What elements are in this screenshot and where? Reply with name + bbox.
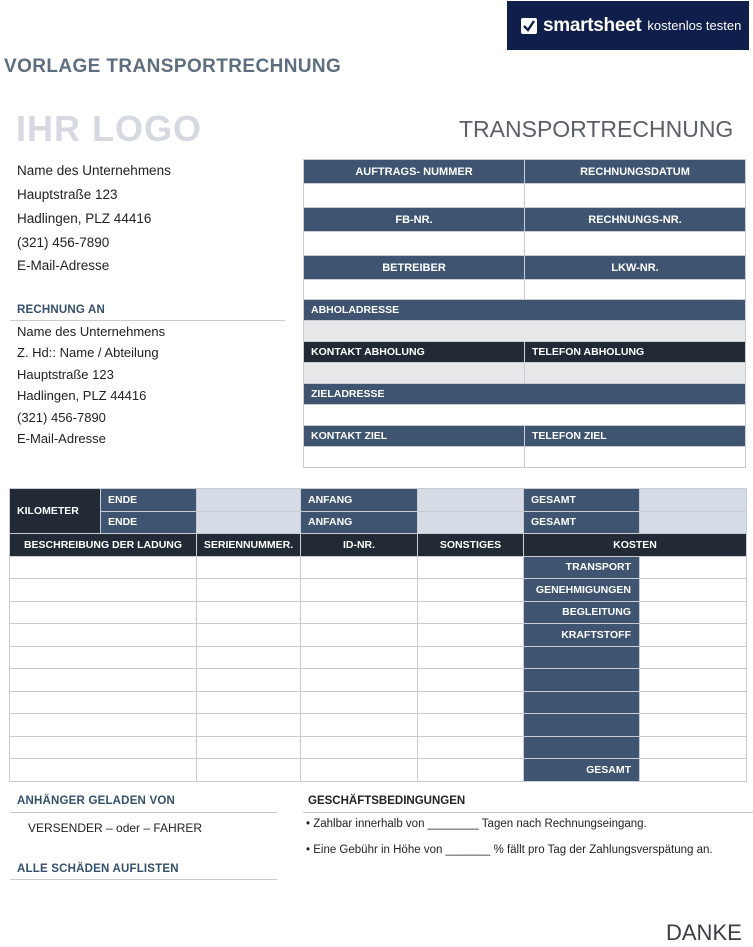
cost-item-label [524, 646, 640, 669]
company-phone: (321) 456-7890 [17, 235, 110, 250]
fb-number-header: FB-NR. [304, 208, 525, 232]
cargo-cell[interactable] [301, 669, 418, 692]
logo-placeholder: IHR LOGO [16, 108, 202, 149]
cargo-cell[interactable] [301, 759, 418, 782]
kilometer-label: KILOMETER [10, 489, 101, 534]
cargo-cell[interactable] [301, 714, 418, 737]
cost-item-label [524, 736, 640, 759]
cost-item-field[interactable] [640, 624, 747, 647]
destination-address-field[interactable] [304, 405, 746, 426]
cargo-cell[interactable] [418, 556, 524, 579]
thanks-text: DANKE [666, 920, 742, 945]
divider [10, 812, 277, 813]
cargo-cell[interactable] [301, 624, 418, 647]
cargo-cell[interactable] [301, 736, 418, 759]
cargo-cell[interactable] [197, 714, 301, 737]
terms-line: • Zahlbar innerhalb von ________ Tagen nach Rechnungseingang. [306, 818, 647, 830]
invoice-number-header: RECHNUNGS-NR. [525, 208, 746, 232]
cargo-cell[interactable] [10, 601, 197, 624]
cargo-cell[interactable] [197, 691, 301, 714]
table-row [10, 669, 747, 692]
km-start-field[interactable] [418, 511, 524, 534]
pickup-address-header: ABHOLADRESSE [304, 300, 746, 321]
trailer-value: VERSENDER – oder – FAHRER [28, 821, 203, 835]
terms-line: • Eine Gebühr in Höhe von _______ % fällt pro Tag der Zahlungsverspätung an. [306, 844, 713, 856]
cargo-description-header: BESCHREIBUNG DER LADUNG [10, 534, 197, 557]
brand-cta[interactable]: kostenlos testen [647, 18, 742, 33]
cargo-cell[interactable] [418, 601, 524, 624]
cargo-cell[interactable] [418, 669, 524, 692]
cargo-cell[interactable] [197, 579, 301, 602]
cargo-cell[interactable] [301, 691, 418, 714]
bill-to-line: (321) 456-7890 [17, 410, 106, 425]
cost-item-field[interactable] [640, 579, 747, 602]
cargo-cell[interactable] [197, 624, 301, 647]
cargo-cell[interactable] [301, 579, 418, 602]
id-number-header: ID-NR. [301, 534, 418, 557]
km-total-label: GESAMT [524, 511, 640, 534]
cargo-cell[interactable] [10, 759, 197, 782]
order-number-header: AUFTRAGS- NUMMER [304, 160, 525, 184]
bill-to-line: Name des Unternehmens [17, 324, 166, 339]
cost-item-field[interactable] [640, 736, 747, 759]
terms-label: GESCHÄFTSBEDINGUNGEN [308, 795, 466, 807]
cost-item-label [524, 691, 640, 714]
operator-header: BETREIBER [304, 256, 525, 280]
cargo-cell[interactable] [418, 579, 524, 602]
checkmark-icon [521, 18, 537, 34]
invoice-number-field[interactable] [525, 232, 746, 256]
table-row [10, 579, 747, 602]
fb-number-field[interactable] [304, 232, 525, 256]
cargo-cell[interactable] [10, 736, 197, 759]
cargo-cell[interactable] [10, 579, 197, 602]
destination-contact-header: KONTAKT ZIEL [304, 426, 525, 447]
pickup-address-field[interactable] [304, 321, 746, 342]
cost-total-label: GESAMT [524, 759, 640, 782]
cargo-cell[interactable] [418, 646, 524, 669]
cargo-cell[interactable] [418, 736, 524, 759]
divider [10, 879, 277, 880]
bill-to-line: Hadlingen, PLZ 44416 [17, 388, 147, 403]
invoice-date-field[interactable] [525, 184, 746, 208]
cost-total-field[interactable] [640, 759, 747, 782]
damages-label: ALLE SCHÄDEN AUFLISTEN [17, 863, 179, 875]
table-row [10, 646, 747, 669]
km-end-field[interactable] [197, 489, 301, 512]
km-total-field[interactable] [640, 489, 747, 512]
table-row [10, 624, 747, 647]
invoice-title: TRANSPORTRECHNUNG [459, 116, 734, 142]
cargo-cell[interactable] [418, 691, 524, 714]
table-row [10, 601, 747, 624]
truck-number-header: LKW-NR. [525, 256, 746, 280]
cargo-cell[interactable] [197, 556, 301, 579]
km-end-field[interactable] [197, 511, 301, 534]
km-total-field[interactable] [640, 511, 747, 534]
cost-item-label [524, 714, 640, 737]
terms-section [303, 795, 753, 856]
pickup-phone-header: TELEFON ABHOLUNG [525, 342, 746, 363]
table-row [10, 691, 747, 714]
cargo-cell[interactable] [418, 624, 524, 647]
invoice-date-header: RECHNUNGSDATUM [525, 160, 746, 184]
cargo-cell[interactable] [301, 601, 418, 624]
km-start-label: ANFANG [301, 511, 418, 534]
company-city: Hadlingen, PLZ 44416 [17, 211, 152, 226]
cargo-cell[interactable] [197, 669, 301, 692]
cargo-cell[interactable] [418, 759, 524, 782]
divider [303, 812, 753, 813]
divider [10, 320, 285, 321]
company-name: Name des Unternehmens [17, 163, 171, 178]
cargo-cell[interactable] [197, 759, 301, 782]
order-number-field[interactable] [304, 184, 525, 208]
cargo-table [9, 488, 747, 782]
address-table [303, 299, 746, 468]
cargo-cell[interactable] [301, 556, 418, 579]
other-header: SONSTIGES [418, 534, 524, 557]
destination-phone-field[interactable] [525, 447, 746, 468]
cost-item-label: GENEHMIGUNGEN [524, 579, 640, 602]
cargo-cell[interactable] [418, 714, 524, 737]
cost-item-field[interactable] [640, 691, 747, 714]
cost-item-label: BEGLEITUNG [524, 601, 640, 624]
cargo-cell[interactable] [10, 691, 197, 714]
km-total-label: GESAMT [524, 489, 640, 512]
document-title: VORLAGE TRANSPORTRECHNUNG [4, 56, 342, 77]
cargo-cell[interactable] [10, 624, 197, 647]
km-start-field[interactable] [418, 489, 524, 512]
cost-item-label: TRANSPORT [524, 556, 640, 579]
costs-header: KOSTEN [524, 534, 747, 557]
cargo-cell[interactable] [10, 669, 197, 692]
trailer-label: ANHÄNGER GELADEN VON [17, 795, 175, 807]
pickup-contact-field[interactable] [304, 363, 525, 384]
cargo-cell[interactable] [197, 646, 301, 669]
serial-number-header: SERIENNUMMER. [197, 534, 301, 557]
table-row [10, 714, 747, 737]
cost-item-field[interactable] [640, 556, 747, 579]
cargo-cell[interactable] [10, 646, 197, 669]
km-end-label: ENDE [101, 511, 197, 534]
bill-to-label: RECHNUNG AN [17, 304, 106, 316]
bill-to-line: Hauptstraße 123 [17, 367, 114, 382]
company-street: Hauptstraße 123 [17, 187, 118, 202]
destination-contact-field[interactable] [304, 447, 525, 468]
cargo-cell[interactable] [301, 646, 418, 669]
destination-phone-header: TELEFON ZIEL [525, 426, 746, 447]
bill-to-line: E-Mail-Adresse [17, 431, 106, 446]
table-row [10, 556, 747, 579]
invoice-info-table [303, 159, 746, 304]
cost-item-label [524, 669, 640, 692]
km-start-label: ANFANG [301, 489, 418, 512]
cargo-cell[interactable] [197, 601, 301, 624]
smartsheet-banner[interactable] [507, 1, 749, 50]
brand-name: smartsheet [543, 14, 642, 36]
cargo-cell[interactable] [10, 714, 197, 737]
cost-item-label: KRAFTSTOFF [524, 624, 640, 647]
cargo-cell[interactable] [197, 736, 301, 759]
table-row [10, 736, 747, 759]
cargo-cell[interactable] [10, 556, 197, 579]
cost-item-field[interactable] [640, 601, 747, 624]
cost-item-field[interactable] [640, 646, 747, 669]
cost-item-field[interactable] [640, 714, 747, 737]
company-email: E-Mail-Adresse [17, 258, 110, 273]
destination-address-header: ZIELADRESSE [304, 384, 746, 405]
bill-to-line: Z. Hd:: Name / Abteilung [17, 345, 159, 360]
km-end-label: ENDE [101, 489, 197, 512]
pickup-contact-header: KONTAKT ABHOLUNG [304, 342, 525, 363]
pickup-phone-field[interactable] [525, 363, 746, 384]
cost-item-field[interactable] [640, 669, 747, 692]
